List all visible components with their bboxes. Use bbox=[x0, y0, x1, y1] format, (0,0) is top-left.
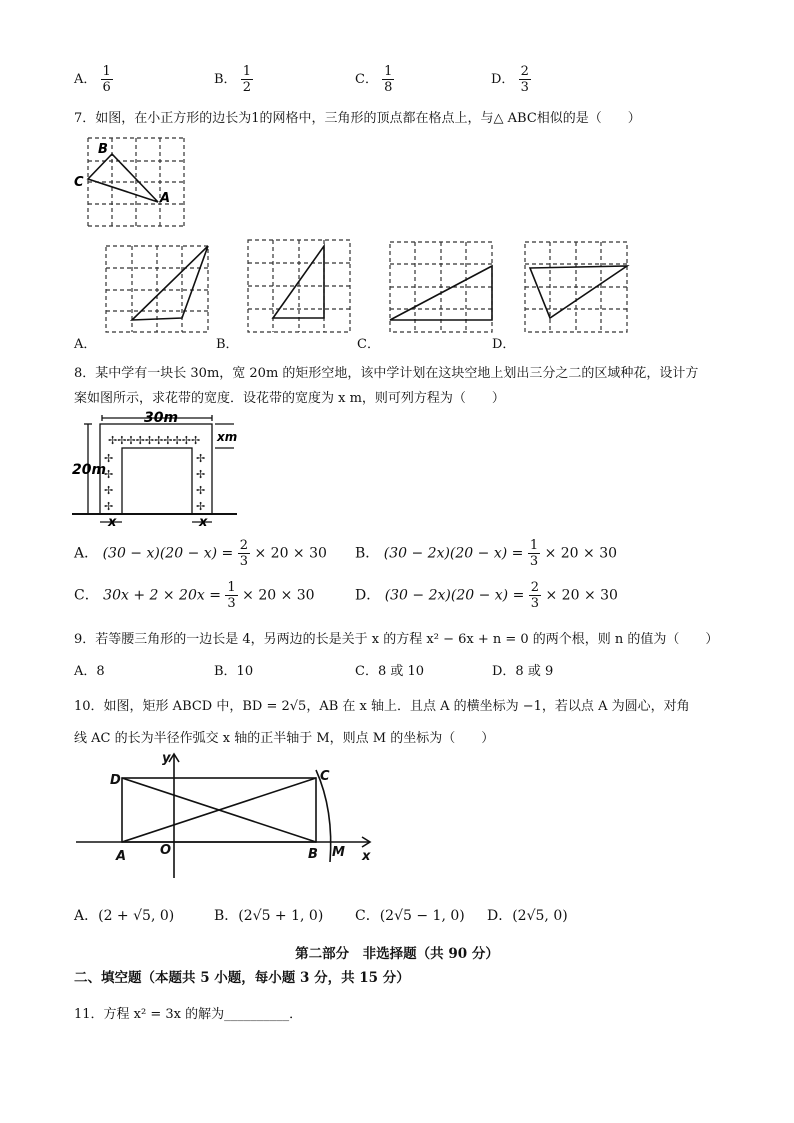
vertex-b-label: B bbox=[98, 142, 108, 157]
q8-question-line2: 案如图所示，求花带的宽度．设花带的宽度为 x m，则可列方程为（ ） bbox=[74, 391, 505, 406]
svg-text:✢: ✢ bbox=[104, 484, 114, 497]
svg-text:✢: ✢ bbox=[196, 484, 206, 497]
point-c-label: C bbox=[320, 769, 330, 784]
x-axis-label: x bbox=[362, 849, 371, 864]
vertex-a-label: A bbox=[160, 191, 171, 206]
y-axis-label: y bbox=[162, 751, 171, 766]
xm-label: xm bbox=[217, 430, 238, 444]
svg-text:✢: ✢ bbox=[196, 452, 206, 465]
q7-question: 7．如图，在小正方形的边长为1的网格中，三角形的顶点都在格点上，与△ ABC相似的是（ ） bbox=[74, 111, 641, 126]
q6-option-d[interactable]: D． $\frac{2}{3}$ bbox=[491, 64, 529, 95]
q8-question-line1: 8．某中学有一块长 30m，宽 20m 的矩形空地，该中学计划在这块空地上划出三分之二的区域种花，设计方 bbox=[74, 366, 699, 381]
fraction: $\frac{1}{2}$ bbox=[242, 64, 251, 95]
q8-option-a[interactable]: A． (30 − x)(20 − x) = $\frac{2}{3}$ × 20 × 30 bbox=[74, 538, 327, 569]
vertex-c-label: C bbox=[74, 175, 84, 190]
width-label: 30m bbox=[144, 410, 179, 426]
svg-text:✢: ✢ bbox=[196, 468, 206, 481]
height-label: 20m bbox=[72, 462, 107, 478]
svg-text:✢: ✢ bbox=[104, 468, 114, 481]
q10-option-b[interactable]: B．(2√5 + 1, 0) bbox=[214, 908, 324, 924]
q8-option-d[interactable]: D． (30 − 2x)(20 − x) = $\frac{2}{3}$ × 20 × 30 bbox=[355, 580, 618, 611]
q10-option-a[interactable]: A．(2 + √5, 0) bbox=[74, 908, 175, 924]
fraction: $\frac{1}{6}$ bbox=[102, 64, 111, 95]
point-a-label: A bbox=[116, 849, 127, 864]
fraction: $\frac{2}{3}$ bbox=[239, 538, 249, 569]
point-b-label: B bbox=[308, 847, 318, 862]
point-m-label: M bbox=[332, 845, 345, 860]
fraction: $\frac{1}{8}$ bbox=[384, 64, 393, 95]
fraction: $\frac{2}{3}$ bbox=[520, 64, 529, 95]
q9-question: 9．若等腰三角形的一边长是 4，另两边的长是关于 x 的方程 x² − 6x + n = 0 的两个根，则 n 的值为（ ） bbox=[74, 632, 719, 647]
svg-text:✢✢✢✢✢✢✢✢✢✢: ✢✢✢✢✢✢✢✢✢✢ bbox=[108, 434, 201, 447]
origin-label: O bbox=[160, 843, 172, 858]
q9-option-c[interactable]: C．8 或 10 bbox=[355, 664, 425, 679]
section2-title: 二、填空题（本题共 5 小题，每小题 3 分，共 15 分） bbox=[74, 970, 410, 986]
q8-figure bbox=[72, 410, 242, 528]
fraction: $\frac{1}{3}$ bbox=[529, 538, 539, 569]
x-left-label: x bbox=[108, 515, 117, 528]
svg-text:✢: ✢ bbox=[196, 500, 206, 513]
fraction: $\frac{1}{3}$ bbox=[227, 580, 236, 611]
q10-figure bbox=[72, 750, 382, 888]
q7-option-b[interactable]: B． bbox=[216, 337, 239, 352]
q7-reference-figure bbox=[72, 132, 192, 232]
q11-question: 11．方程 x² = 3x 的解为__________． bbox=[74, 1007, 303, 1022]
part2-title: 第二部分 非选择题（共 90 分） bbox=[295, 946, 499, 962]
q6-option-c[interactable]: C． $\frac{1}{8}$ bbox=[355, 64, 393, 95]
svg-text:✢: ✢ bbox=[104, 500, 114, 513]
q7-option-d[interactable]: D． bbox=[492, 337, 516, 352]
svg-text:✢: ✢ bbox=[104, 452, 114, 465]
q9-option-a[interactable]: A．8 bbox=[74, 664, 105, 679]
point-d-label: D bbox=[110, 773, 121, 788]
q9-option-d[interactable]: D．8 或 9 bbox=[492, 664, 554, 679]
x-right-label: x bbox=[199, 515, 208, 528]
q10-option-d[interactable]: D．(2√5, 0) bbox=[487, 908, 568, 924]
q8-option-b[interactable]: B． (30 − 2x)(20 − x) = $\frac{1}{3}$ × 20 × 30 bbox=[355, 538, 618, 569]
q9-option-b[interactable]: B．10 bbox=[214, 664, 254, 679]
q6-option-a[interactable]: A． $\frac{1}{6}$ bbox=[74, 64, 111, 95]
q10-question-line1: 10．如图，矩形 ABCD 中，BD = 2√5，AB 在 x 轴上．且点 A 的横坐标为 −1，若以点 A 为圆心，对角 bbox=[74, 699, 690, 714]
fraction: $\frac{2}{3}$ bbox=[530, 580, 540, 611]
q10-option-c[interactable]: C．(2√5 − 1, 0) bbox=[355, 908, 465, 924]
q7-option-c[interactable]: C． bbox=[357, 337, 380, 352]
q10-question-line2: 线 AC 的长为半径作弧交 x 轴的正半轴于 M，则点 M 的坐标为（ ） bbox=[74, 731, 495, 746]
q7-option-a[interactable]: A． bbox=[74, 337, 97, 352]
q7-option-figures bbox=[72, 236, 712, 348]
q8-option-c[interactable]: C． 30x + 2 × 20x = $\frac{1}{3}$ × 20 × 30 bbox=[74, 580, 315, 611]
q6-option-b[interactable]: B． $\frac{1}{2}$ bbox=[214, 64, 251, 95]
